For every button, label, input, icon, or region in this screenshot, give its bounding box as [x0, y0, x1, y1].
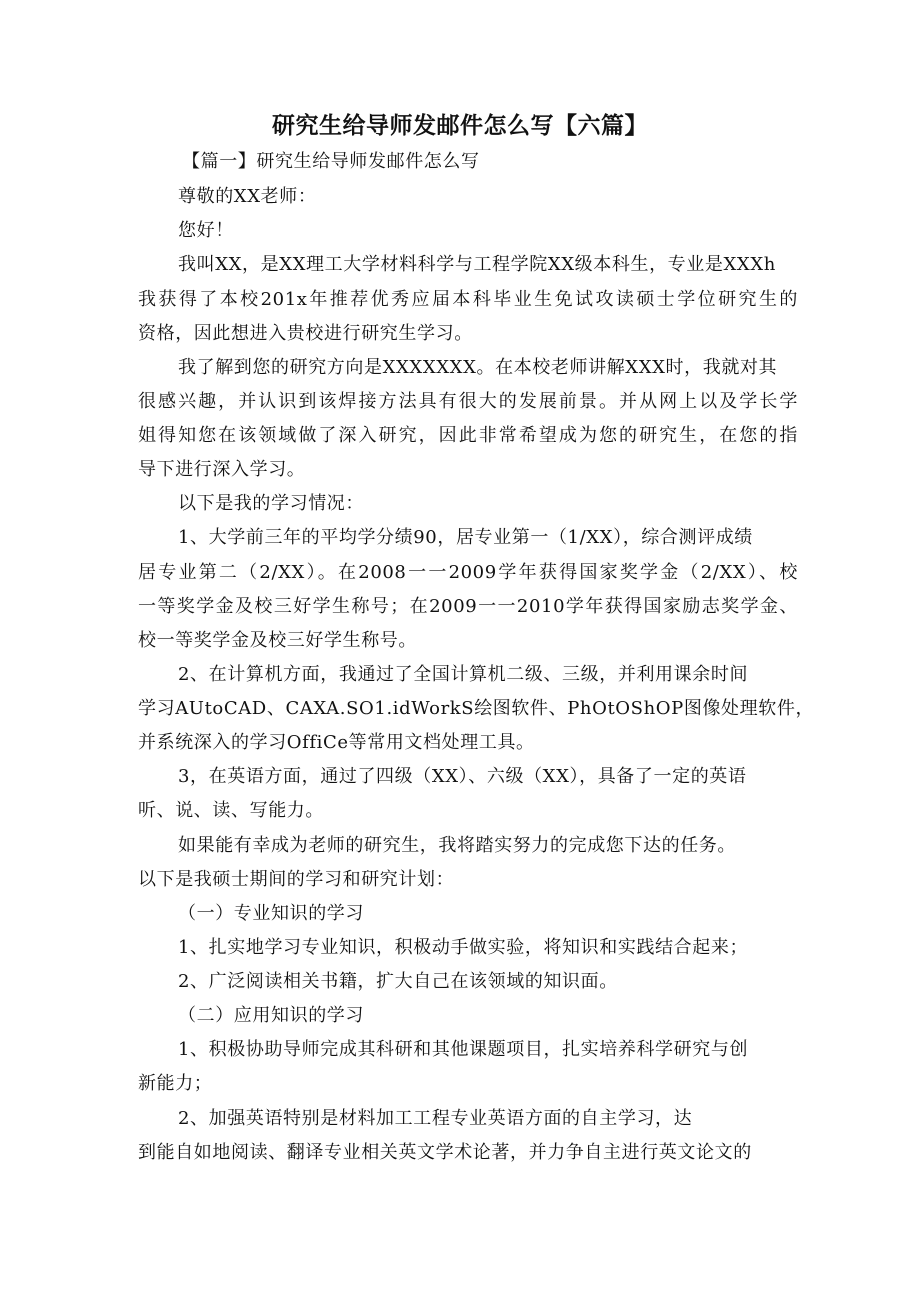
list-item-line: 2、加强英语特别是材料加工工程专业英语方面的自主学习，达 [178, 1108, 693, 1129]
list-item-line: 听、说、读、写能力。 [138, 800, 324, 821]
list-item-line: 到能自如地阅读、翻译专业相关英文学术论著，并力争自主进行英文论文的 [138, 1142, 752, 1163]
paragraph-line: 以下是我的学习情况： [178, 493, 364, 514]
list-item-line: 1、大学前三年的平均学分绩90，居专业第一（1/XX），综合测评成绩 [178, 527, 753, 548]
greeting: 您好！ [178, 220, 234, 241]
list-item-line: 1、积极协助导师完成其科研和其他课题项目，扎实培养科学研究与创 [178, 1039, 749, 1060]
list-item-line: 2、在计算机方面，我通过了全国计算机二级、三级，并利用课余时间 [178, 664, 749, 685]
list-item-line: 学习AUtoCAD、CAXA.SO1.idWorkS绘图软件、PhOtOShOP图像处理软件， [138, 698, 815, 719]
list-item-line: 2、广泛阅读相关书籍，扩大自己在该领域的知识面。 [178, 971, 618, 992]
subsection-heading: （一）专业知识的学习 [178, 903, 364, 924]
list-item-line: 新能力； [138, 1073, 213, 1094]
list-item-line: 居专业第二（2/XX）。在2008一一2009学年获得国家奖学金（2/XX）、校 [138, 562, 798, 583]
paragraph-line: 姐得知您在该领域做了深入研究，因此非常希望成为您的研究生，在您的指 [138, 425, 798, 446]
subsection-heading: （二）应用知识的学习 [178, 1005, 364, 1026]
list-item-line: 3，在英语方面，通过了四级（XX）、六级（XX），具备了一定的英语 [178, 766, 747, 787]
paragraph-line: 我叫XX，是XX理工大学材料科学与工程学院XX级本科生，专业是XXXh [178, 254, 776, 275]
section-heading: 【篇一】研究生给导师发邮件怎么写 [182, 151, 480, 172]
list-item-line: 1、扎实地学习专业知识，积极动手做实验，将知识和实践结合起来； [178, 937, 749, 958]
paragraph-line: 以下是我硕士期间的学习和研究计划： [138, 869, 455, 890]
list-item-line: 并系统深入的学习OffiCe等常用文档处理工具。 [138, 732, 535, 753]
document-title: 研究生给导师发邮件怎么写【六篇】 [272, 113, 648, 139]
paragraph-line: 我获得了本校201x年推荐优秀应届本科毕业生免试攻读硕士学位研究生的 [138, 289, 798, 310]
salutation: 尊敬的XX老师： [178, 186, 317, 207]
list-item-line: 一等奖学金及校三好学生称号；在2009一一2010学年获得国家励志奖学金、 [138, 596, 798, 617]
paragraph-line: 导下进行深入学习。 [138, 459, 306, 480]
paragraph-line: 资格，因此想进入贵校进行研究生学习。 [138, 323, 473, 344]
paragraph-line: 很感兴趣，并认识到该焊接方法具有很大的发展前景。并从网上以及学长学 [138, 391, 798, 412]
list-item-line: 校一等奖学金及校三好学生称号。 [138, 630, 417, 651]
paragraph-line: 如果能有幸成为老师的研究生，我将踏实努力的完成您下达的任务。 [178, 835, 736, 856]
paragraph-line: 我了解到您的研究方向是XXXXXXX。在本校老师讲解XXX时，我就对其 [178, 357, 778, 378]
